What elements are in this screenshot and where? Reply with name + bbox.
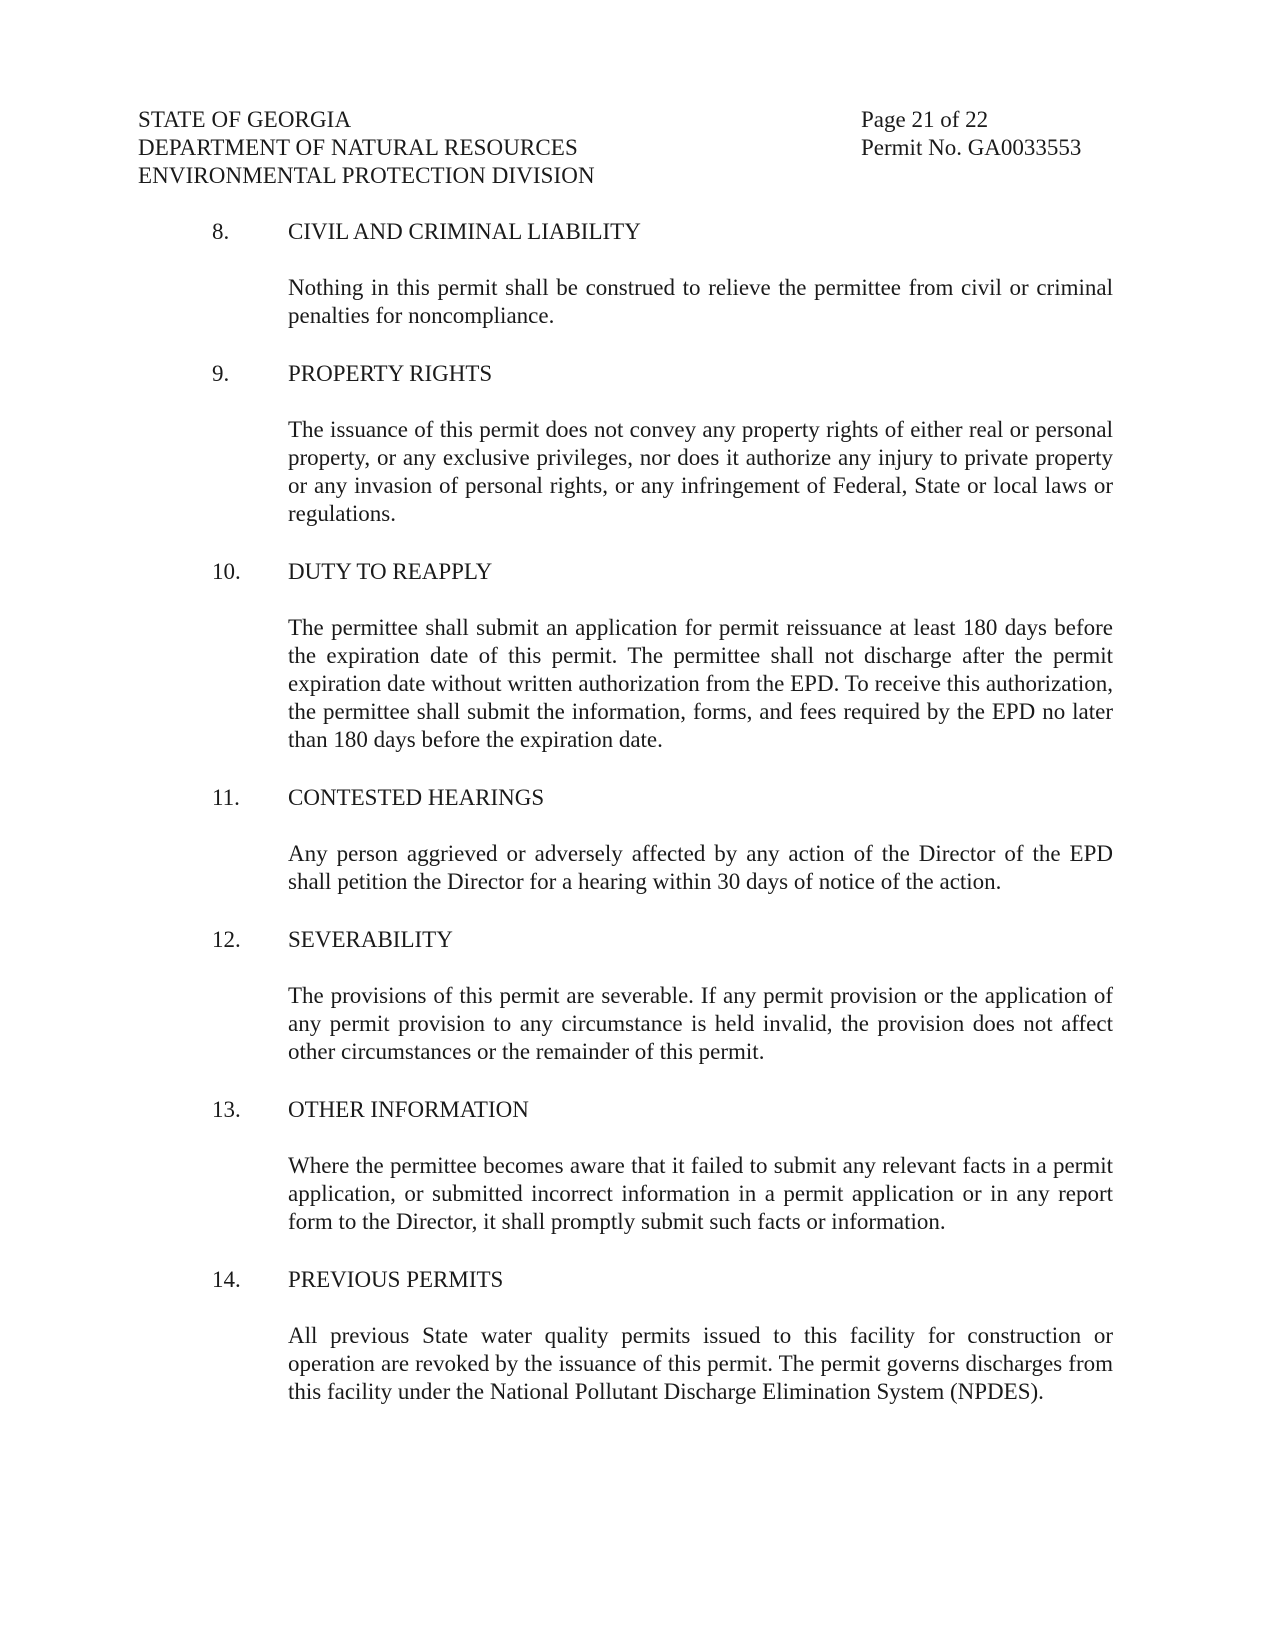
section-body: The permittee shall submit an application for permit reissuance at least 180 days before the expiration date of this permit. The permittee shall not discharge after the permit expiration date without written authorization from the EPD. To receive this authorization, the permittee shall submit the information, forms, and fees required by the EPD no later than 180 days before the expiration date. <box>288 615 1113 752</box>
agency-state: STATE OF GEORGIA <box>138 107 352 132</box>
section-heading <box>212 784 1114 812</box>
agency-division: ENVIRONMENTAL PROTECTION DIVISION <box>138 163 595 188</box>
agency-department: DEPARTMENT OF NATURAL RESOURCES <box>138 135 578 160</box>
section-number: 12. <box>212 927 241 952</box>
section-body: The provisions of this permit are severable. If any permit provision or the application of any permit provision to any circumstance is held invalid, the provision does not affect other circumstances or the remainder of this permit. <box>288 983 1113 1064</box>
section-body: Where the permittee becomes aware that it failed to submit any relevant facts in a permit application, or submitted incorrect information in a permit application or in any report form to the Director, it shall promptly submit such facts or information. <box>288 1153 1113 1234</box>
section-title: SEVERABILITY <box>288 927 453 952</box>
section-title: DUTY TO REAPPLY <box>288 559 493 584</box>
section-body: The issuance of this permit does not convey any property rights of either real or personal property, or any exclusive privileges, nor does it authorize any injury to private property or any invasion of personal rights, or any infringement of Federal, State or local laws or regulations. <box>288 417 1113 526</box>
section-heading <box>212 926 1114 954</box>
section-severability <box>212 926 1114 1066</box>
section-heading <box>212 1266 1114 1294</box>
section-title: PREVIOUS PERMITS <box>288 1267 504 1292</box>
section-title: PROPERTY RIGHTS <box>288 361 493 386</box>
section-number: 10. <box>212 559 241 584</box>
section-body: Any person aggrieved or adversely affected by any action of the Director of the EPD shall petition the Director for a hearing within 30 days of notice of the action. <box>288 841 1113 894</box>
permit-conditions <box>212 218 1114 1436</box>
permit-number: Permit No. GA0033553 <box>861 135 1082 160</box>
section-number: 9. <box>212 361 230 386</box>
section-heading <box>212 558 1114 586</box>
section-heading <box>212 360 1114 388</box>
section-duty-to-reapply <box>212 558 1114 754</box>
section-number: 11. <box>212 785 240 810</box>
section-title: CONTESTED HEARINGS <box>288 785 545 810</box>
agency-header <box>138 106 595 190</box>
section-heading <box>212 218 1114 246</box>
section-property-rights <box>212 360 1114 528</box>
section-contested-hearings <box>212 784 1114 896</box>
page-info-header <box>861 106 1081 162</box>
section-number: 8. <box>212 219 230 244</box>
section-number: 13. <box>212 1097 241 1122</box>
section-number: 14. <box>212 1267 241 1292</box>
section-civil-criminal-liability <box>212 218 1114 330</box>
section-other-information <box>212 1096 1114 1236</box>
page-number: Page 21 of 22 <box>861 107 989 132</box>
section-title: CIVIL AND CRIMINAL LIABILITY <box>288 219 641 244</box>
section-body: Nothing in this permit shall be construed to relieve the permittee from civil or criminal penalties for noncompliance. <box>288 275 1113 328</box>
section-title: OTHER INFORMATION <box>288 1097 529 1122</box>
section-body: All previous State water quality permits issued to this facility for construction or operation are revoked by the issuance of this permit. The permit governs discharges from this facility under the National Pollutant Discharge Elimination System (NPDES). <box>288 1323 1113 1404</box>
section-heading <box>212 1096 1114 1124</box>
section-previous-permits <box>212 1266 1114 1406</box>
